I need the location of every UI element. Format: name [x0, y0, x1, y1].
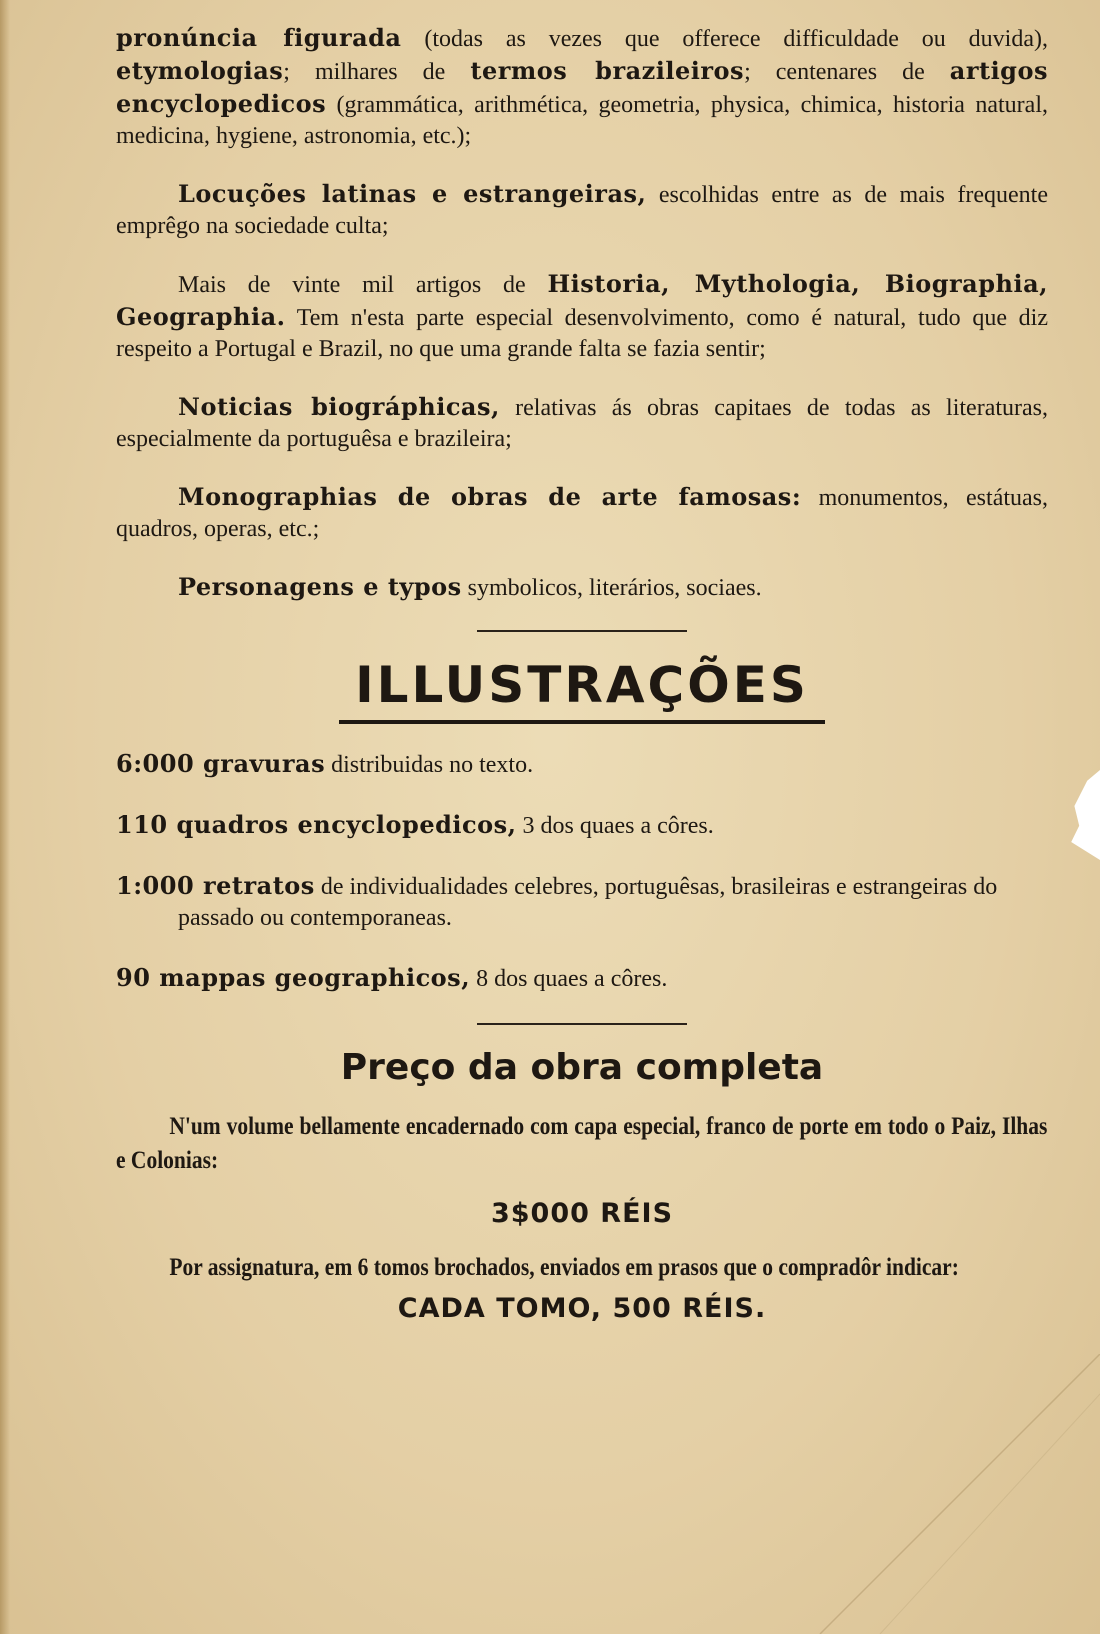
illustration-item-mappas: [116, 962, 1048, 995]
paragraph-noticias: [116, 391, 1048, 455]
paragraph-text: ; centenares de: [744, 59, 950, 85]
subscription-price: CADA TOMO, 500 RÉIS.: [397, 1293, 767, 1324]
paragraph-locucoes: [116, 178, 1048, 242]
divider: [477, 630, 687, 632]
bold-term: Personagens e typos: [178, 572, 462, 601]
illustration-item-gravuras: [116, 748, 1048, 781]
bold-term: 1:000 retratos: [116, 871, 315, 900]
bold-term: etymologias: [116, 56, 284, 85]
paragraph-text: (todas as vezes que offerece difficuldade ou duvida),: [401, 26, 1048, 52]
bold-term: 6:000 gravuras: [116, 749, 326, 778]
illustration-item-quadros: [116, 809, 1048, 842]
bold-term: termos brazileiros: [470, 56, 745, 85]
illustration-item-retratos: [116, 870, 1048, 934]
bold-term: Historia, Mythologia, Biographia, Geographia.: [116, 269, 1048, 331]
paragraph-historia: [116, 268, 1048, 365]
bold-term: Monographias de obras de arte famosas:: [178, 482, 802, 511]
volume-description: N'um volume bellamente encadernado com capa especial, franco de porte em todo o Paiz, Ilhas e Colonias:: [116, 1113, 1048, 1174]
paragraph-text: Mais de vinte mil artigos de: [178, 272, 548, 298]
bold-term: pronúncia figurada: [116, 23, 402, 52]
volume-price: 3$000 RÉIS: [490, 1198, 674, 1229]
paragraph-text: monumentos, estátuas, quadros, operas, etc.;: [116, 485, 1049, 542]
paragraph-personagens: [116, 571, 1048, 604]
paragraph-monographias: [116, 481, 1048, 545]
paragraph-text: relativas ás obras capitaes de todas as literaturas, especialmente da portuguêsa e brazileira;: [116, 395, 1049, 452]
item-text: distribuidas no texto.: [325, 752, 534, 778]
item-text: 3 dos quaes a côres.: [516, 813, 714, 839]
paragraph-text: symbolicos, literários, sociaes.: [461, 575, 762, 601]
paragraph-pronuncia: [116, 22, 1048, 152]
illustrations-heading: ILLUSTRAÇÕES: [355, 656, 809, 714]
item-text: 8 dos quaes a côres.: [470, 966, 668, 992]
price-title: Preço da obra completa: [340, 1047, 824, 1088]
page-content: [116, 22, 1048, 1346]
page-edge-shadow: [0, 0, 10, 1634]
bold-term: 110 quadros encyclopedicos,: [116, 810, 517, 839]
paragraph-text: Tem n'esta parte especial desenvolvimento, como é natural, tudo que diz respeito a Portugal e Brazil, no que uma grande falta se fazia sentir;: [116, 305, 1048, 362]
paragraph-text: escolhidas entre as de mais frequente emprêgo na sociedade culta;: [116, 182, 1048, 239]
paper-crease: [800, 1354, 1100, 1634]
subscription-description: Por assignatura, em 6 tomos brochados, enviados em prasos que o compradôr indicar:: [169, 1254, 959, 1281]
page-tear: [1068, 770, 1100, 860]
divider: [477, 1023, 687, 1025]
bold-term: Locuções latinas e estrangeiras,: [178, 179, 647, 208]
bold-term: artigos encyclopedicos: [116, 56, 1048, 118]
paragraph-text: (grammática, arithmética, geometria, physica, chimica, historia natural, medicina, hygiene, astronomia, etc.);: [116, 92, 1048, 149]
item-text: de individualidades celebres, portuguêsas, brasileiras e estrangeiras do passado ou contemporaneas.: [178, 874, 998, 931]
bold-term: Noticias biográphicas,: [178, 392, 500, 421]
paragraph-text: ; milhares de: [283, 59, 471, 85]
bold-term: 90 mappas geographicos,: [116, 963, 471, 992]
heading-underline: [339, 720, 825, 724]
